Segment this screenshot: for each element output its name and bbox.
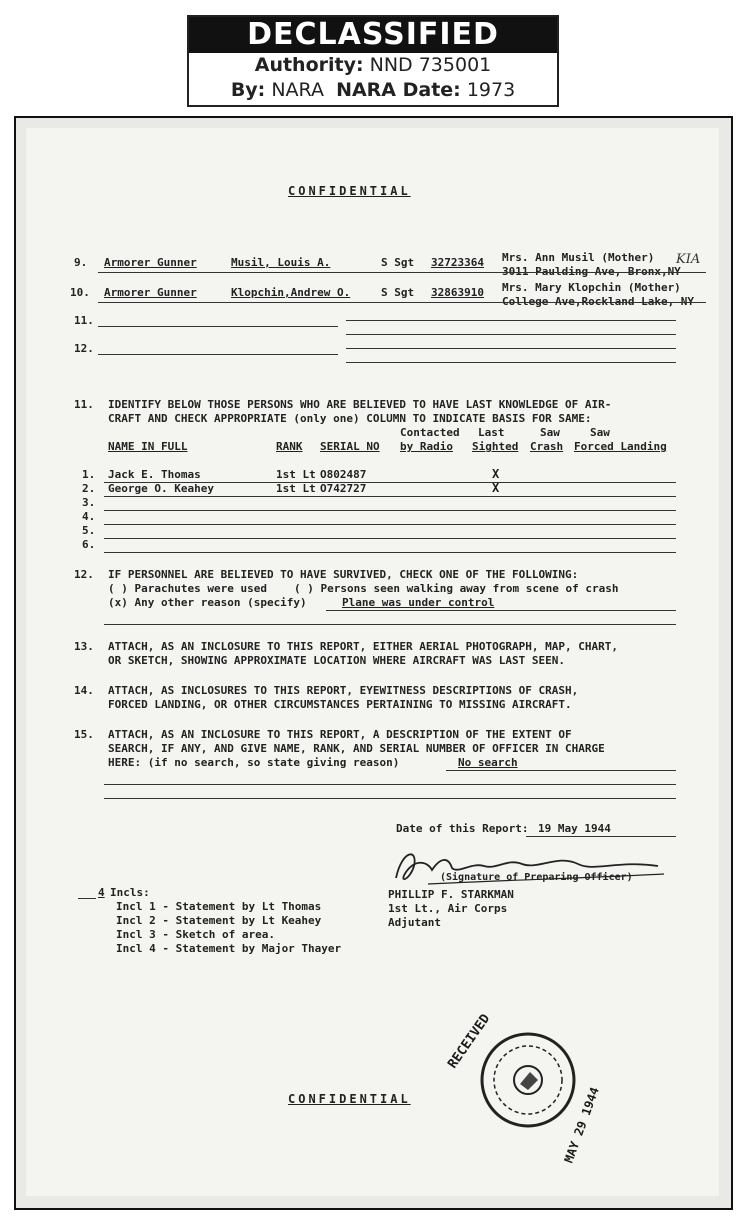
crew-row-line: [346, 334, 676, 335]
witness-serial: O802487: [320, 468, 367, 481]
received-stamp-label: RECEIVED: [445, 1011, 494, 1072]
crew-row-number: 10.: [70, 286, 90, 299]
stamp-by-label: By:: [230, 79, 266, 101]
crew-name: Musil, Louis A.: [231, 256, 331, 269]
col-header-name: NAME IN FULL: [108, 440, 188, 453]
witness-row-line: [104, 510, 676, 511]
witness-row-number: 2.: [82, 482, 96, 495]
witness-name: George O. Keahey: [108, 482, 214, 495]
witness-rank: 1st Lt: [276, 468, 316, 481]
report-date-line: [526, 836, 676, 837]
inclosure-line: [78, 898, 96, 899]
crew-address: College Ave,Rockland Lake, NY: [502, 295, 695, 308]
witness-rank: 1st Lt: [276, 482, 316, 495]
stamp-authority-label: Authority:: [254, 54, 364, 76]
answer-line: [446, 770, 676, 771]
answer-line: [104, 784, 676, 785]
section-12-option: ( ) Parachutes were used: [108, 582, 267, 595]
col-header-rank: RANK: [276, 440, 303, 453]
section-12-number: 12.: [74, 568, 94, 581]
witness-sighted-mark: X: [492, 467, 500, 481]
crew-row-line: [346, 362, 676, 363]
crew-serial: 32863910: [431, 286, 484, 299]
stamp-title: DECLASSIFIED: [189, 17, 557, 53]
handwritten-kia-note: KIA: [676, 252, 701, 267]
section-11-number: 11.: [74, 398, 94, 411]
section-13-text: ATTACH, AS AN INCLOSURE TO THIS REPORT, EITHER AERIAL PHOTOGRAPH, MAP, CHART,: [108, 640, 618, 653]
section-15-text: SEARCH, IF ANY, AND GIVE NAME, RANK, AND SERIAL NUMBER OF OFFICER IN CHARGE: [108, 742, 605, 755]
section-14-text: FORCED LANDING, OR OTHER CIRCUMSTANCES PERTAINING TO MISSING AIRCRAFT.: [108, 698, 572, 711]
crew-next-of-kin: Mrs. Mary Klopchin (Mother): [502, 281, 681, 294]
section-14-text: ATTACH, AS INCLOSURES TO THIS REPORT, EYEWITNESS DESCRIPTIONS OF CRASH,: [108, 684, 579, 697]
witness-row-line: [104, 496, 676, 497]
witness-row-number: 4.: [82, 510, 96, 523]
col-header-forced-landing: Forced Landing: [574, 440, 667, 453]
report-date-label: Date of this Report:: [396, 822, 529, 835]
col-header-radio: by Radio: [400, 440, 453, 453]
crew-row-line: [346, 320, 676, 321]
answer-line: [104, 798, 676, 799]
col-header-crash: Crash: [530, 440, 564, 453]
witness-row-line: [104, 538, 676, 539]
signature-caption: (Signature of Preparing Officer): [440, 872, 633, 883]
officer-name: PHILLIP F. STARKMAN: [388, 888, 514, 901]
declassified-stamp: [187, 15, 559, 107]
section-15-text: ATTACH, AS AN INCLOSURE TO THIS REPORT, A DESCRIPTION OF THE EXTENT OF: [108, 728, 572, 741]
crew-row-line: [98, 354, 338, 355]
witness-name: Jack E. Thomas: [108, 468, 201, 481]
document-sheet: [26, 128, 719, 1196]
witness-row-line: [104, 524, 676, 525]
crew-position: Armorer Gunner: [104, 286, 197, 299]
crew-next-of-kin: Mrs. Ann Musil (Mother): [502, 251, 655, 264]
section-12-option: (x) Any other reason (specify): [108, 596, 307, 609]
section-13-number: 13.: [74, 640, 94, 653]
col-header-top: Contacted: [400, 426, 460, 439]
received-seal: [478, 1030, 578, 1130]
section-12-option: ( ) Persons seen walking away from scene of crash: [294, 582, 619, 595]
col-header-serial: SERIAL NO: [320, 440, 380, 453]
col-header-top: Last: [478, 426, 505, 439]
witness-serial: O742727: [320, 482, 367, 495]
stamp-authority-value: NND 735001: [369, 54, 492, 76]
officer-rank: 1st Lt., Air Corps: [388, 902, 508, 915]
officer-title: Adjutant: [388, 916, 441, 929]
crew-serial: 32723364: [431, 256, 484, 269]
section-15-number: 15.: [74, 728, 94, 741]
answer-line: [104, 624, 676, 625]
crew-name: Klopchin,Andrew O.: [231, 286, 351, 299]
witness-row-number: 5.: [82, 524, 96, 537]
section-15-answer: No search: [458, 756, 518, 769]
section-11-text: CRAFT AND CHECK APPROPRIATE (only one) COLUMN TO INDICATE BASIS FOR SAME:: [108, 412, 592, 425]
classification-header: CONFIDENTIAL: [288, 184, 411, 198]
crew-rank: S Sgt: [381, 286, 415, 299]
stamp-by: [189, 78, 557, 103]
section-12-answer: Plane was under control: [342, 596, 495, 609]
crew-row-line: [346, 348, 676, 349]
crew-row-number: 11.: [74, 314, 94, 327]
witness-sighted-mark: X: [492, 481, 500, 495]
section-13-text: OR SKETCH, SHOWING APPROXIMATE LOCATION WHERE AIRCRAFT WAS LAST SEEN.: [108, 654, 565, 667]
witness-row-number: 6.: [82, 538, 96, 551]
inclosures-count: 4: [98, 886, 105, 899]
section-14-number: 14.: [74, 684, 94, 697]
section-11-text: IDENTIFY BELOW THOSE PERSONS WHO ARE BELIEVED TO HAVE LAST KNOWLEDGE OF AIR-: [108, 398, 612, 411]
witness-row-number: 3.: [82, 496, 96, 509]
witness-row-line: [104, 552, 676, 553]
classification-footer: CONFIDENTIAL: [288, 1092, 411, 1106]
inclosure-item: Incl 3 - Sketch of area.: [116, 928, 275, 941]
crew-row-line: [98, 272, 706, 273]
inclosures-header: Incls:: [110, 886, 150, 899]
crew-address: 3011 Paulding Ave, Bronx,NY: [502, 265, 681, 278]
crew-row-number: 12.: [74, 342, 94, 355]
crew-row-number: 9.: [74, 256, 88, 269]
col-header-top: Saw: [540, 426, 560, 439]
section-12-text: IF PERSONNEL ARE BELIEVED TO HAVE SURVIVED, CHECK ONE OF THE FOLLOWING:: [108, 568, 579, 581]
received-stamp-date: MAY 29 1944: [561, 1085, 602, 1165]
witness-row-number: 1.: [82, 468, 96, 481]
inclosure-item: Incl 1 - Statement by Lt Thomas: [116, 900, 322, 913]
document-page: [14, 116, 733, 1210]
crew-position: Armorer Gunner: [104, 256, 197, 269]
crew-row-line: [98, 326, 338, 327]
section-15-text: HERE: (if no search, so state giving reason): [108, 756, 400, 769]
inclosure-item: Incl 2 - Statement by Lt Keahey: [116, 914, 322, 927]
col-header-sighted: Sighted: [472, 440, 519, 453]
stamp-date-value: 1973: [466, 79, 516, 101]
inclosure-item: Incl 4 - Statement by Major Thayer: [116, 942, 342, 955]
report-date-value: 19 May 1944: [538, 822, 611, 835]
stamp-date-label: NARA Date:: [336, 79, 461, 101]
crew-rank: S Sgt: [381, 256, 415, 269]
stamp-authority: [189, 53, 557, 78]
crew-row-line: [98, 302, 706, 303]
answer-line: [326, 610, 676, 611]
stamp-by-value: NARA: [271, 79, 324, 101]
col-header-top: Saw: [590, 426, 610, 439]
